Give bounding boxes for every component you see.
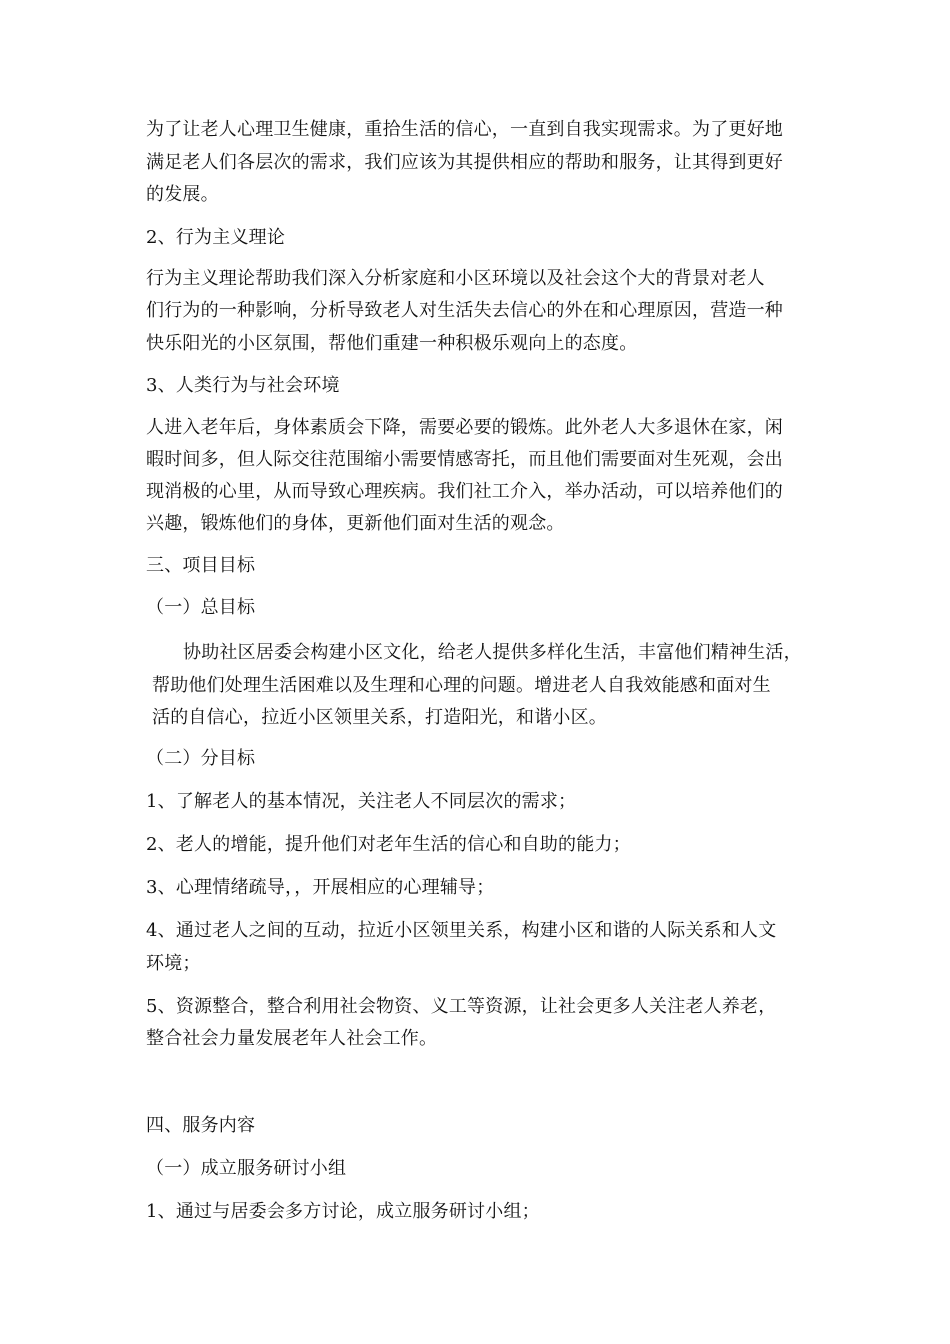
list-item: 1、了解老人的基本情况，关注老人不同层次的需求；	[146, 791, 577, 812]
paragraph-line: 人进入老年后，身体素质会下降，需要必要的锻炼。此外老人大多退休在家，闲	[146, 417, 783, 438]
paragraph-line: 暇时间多，但人际交往范围缩小需要情感寄托，而且他们需要面对生死观，会出	[146, 449, 783, 470]
subsection-heading: （一）成立服务研讨小组	[146, 1158, 347, 1179]
list-item: 1、通过与居委会多方讨论，成立服务研讨小组；	[146, 1201, 540, 1222]
list-item-continuation: 整合社会力量发展老年人社会工作。	[146, 1028, 438, 1049]
section-heading: 3、人类行为与社会环境	[146, 375, 340, 396]
section-heading: 三、项目目标	[146, 555, 256, 576]
list-item: 4、通过老人之间的互动，拉近小区领里关系，构建小区和谐的人际关系和人文	[146, 920, 777, 941]
paragraph-line: 行为主义理论帮助我们深入分析家庭和小区环境以及社会这个大的背景对老人	[146, 268, 765, 289]
list-item: 5、资源整合，整合利用社会物资、义工等资源，让社会更多人关注老人养老，	[146, 996, 777, 1017]
list-item: 3、心理情绪疏导，，开展相应的心理辅导；	[146, 877, 495, 898]
paragraph-line: 协助社区居委会构建小区文化，给老人提供多样化生活，丰富他们精神生活，	[183, 642, 802, 663]
list-item-continuation: 环境；	[146, 953, 201, 974]
paragraph-line: 兴趣，锻炼他们的身体，更新他们面对生活的观念。	[146, 513, 565, 534]
paragraph-line: 帮助他们处理生活困难以及生理和心理的问题。增进老人自我效能感和面对生	[152, 675, 771, 696]
paragraph-line: 活的自信心，拉近小区领里关系，打造阳光，和谐小区。	[152, 707, 607, 728]
section-heading: 四、服务内容	[146, 1115, 256, 1136]
paragraph-line: 的发展。	[146, 184, 219, 205]
paragraph-line: 为了让老人心理卫生健康，重拾生活的信心，一直到自我实现需求。为了更好地	[146, 119, 783, 140]
subsection-heading: （二）分目标	[146, 748, 256, 769]
paragraph-line: 们行为的一种影响，分析导致老人对生活失去信心的外在和心理原因，营造一种	[146, 300, 783, 321]
list-item: 2、老人的增能，提升他们对老年生活的信心和自助的能力；	[146, 834, 631, 855]
subsection-heading: （一）总目标	[146, 597, 256, 618]
paragraph-line: 满足老人们各层次的需求，我们应该为其提供相应的帮助和服务，让其得到更好	[146, 152, 783, 173]
paragraph-line: 现消极的心里，从而导致心理疾病。我们社工介入，举办活动，可以培养他们的	[146, 481, 783, 502]
section-heading: 2、行为主义理论	[146, 227, 286, 248]
paragraph-line: 快乐阳光的小区氛围，帮他们重建一种积极乐观向上的态度。	[146, 333, 638, 354]
